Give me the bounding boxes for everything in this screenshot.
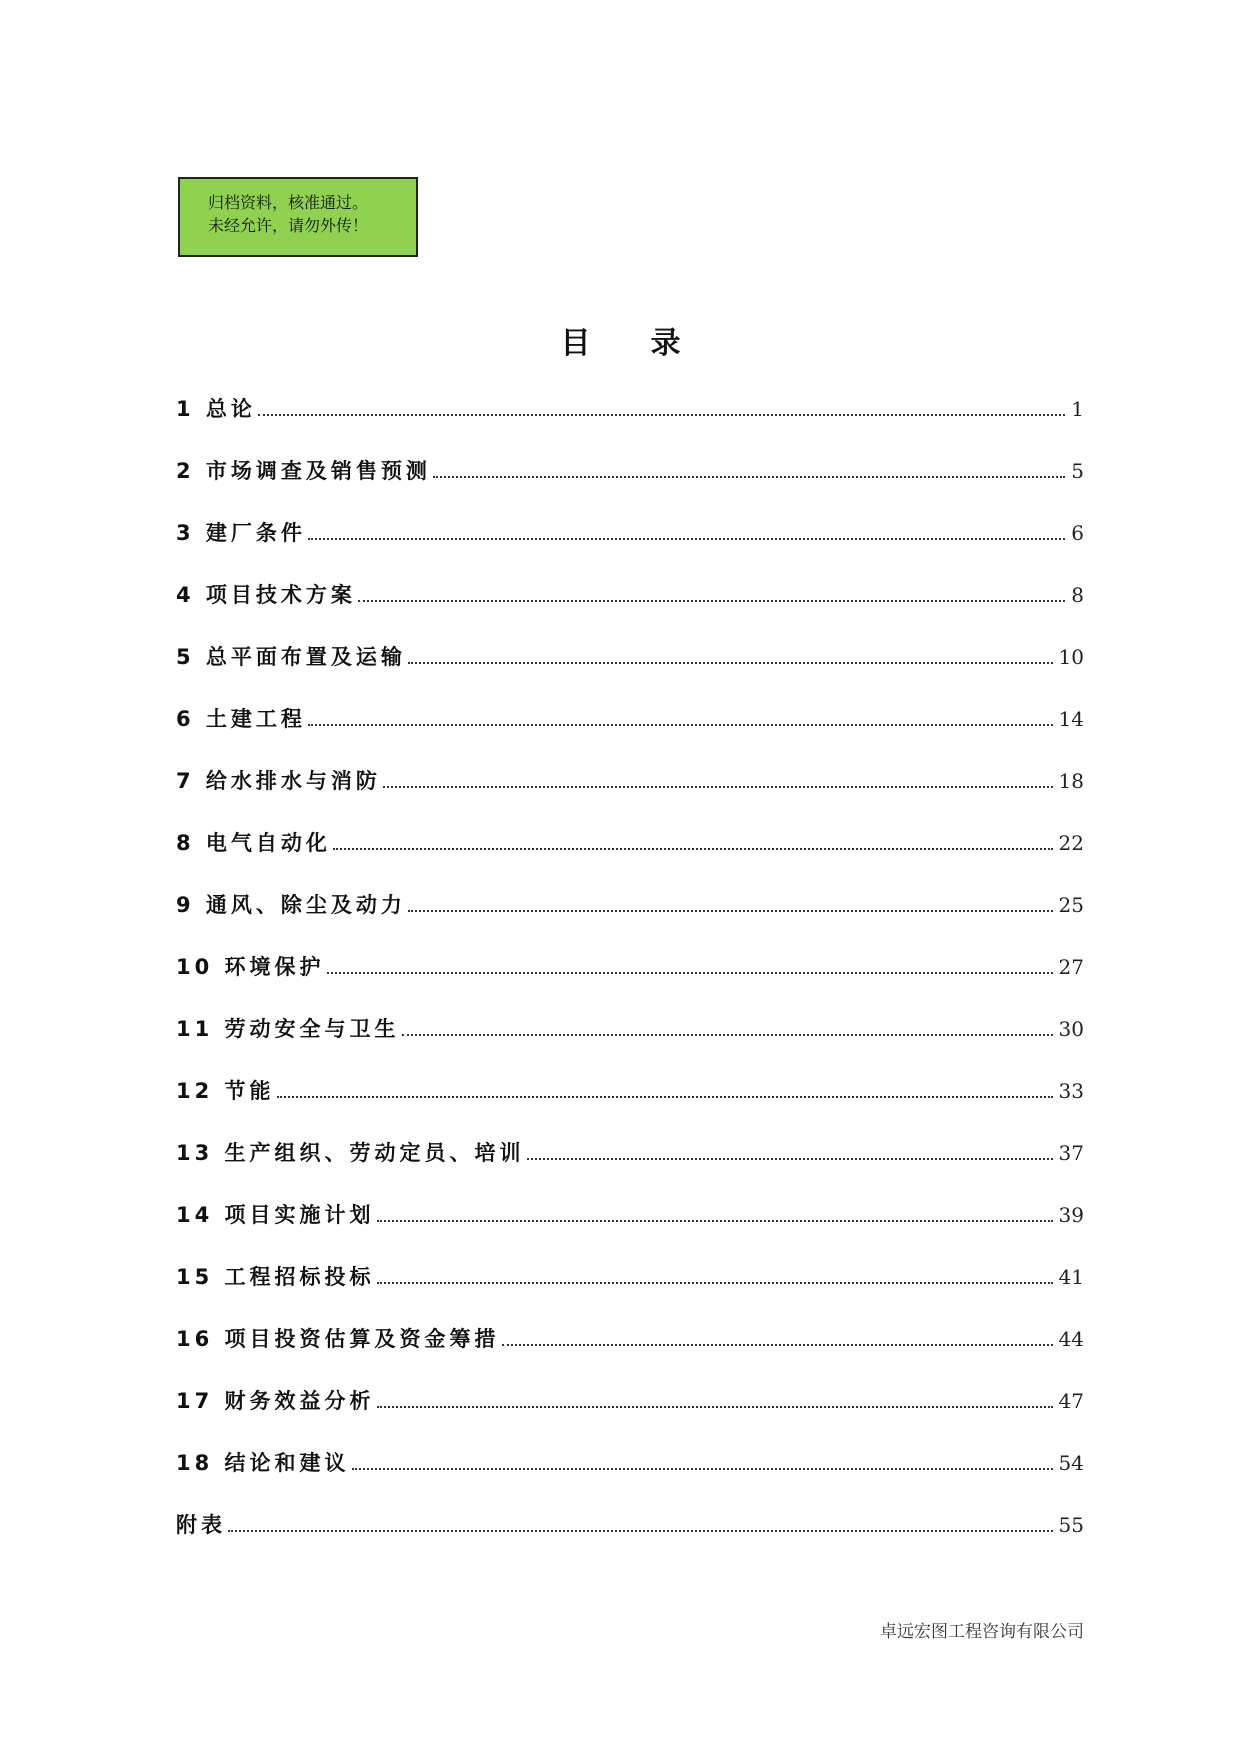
toc-entry-page-number: 25 — [1058, 893, 1084, 917]
toc-entry-page-number: 37 — [1058, 1141, 1084, 1165]
toc-dot-leader — [352, 1467, 1053, 1470]
toc-entry[interactable] — [176, 765, 1084, 827]
toc-entry-page-number: 39 — [1058, 1203, 1084, 1227]
toc-entry-label: 17 财务效益分析 — [176, 1389, 375, 1413]
toc-entry-page-number: 30 — [1058, 1017, 1084, 1041]
toc-entry[interactable] — [176, 827, 1084, 889]
toc-dot-leader — [377, 1405, 1053, 1408]
toc-entry-page-number: 10 — [1058, 645, 1084, 669]
toc-entry-label: 7 给水排水与消防 — [176, 769, 381, 793]
toc-entry[interactable] — [176, 641, 1084, 703]
toc-entry-page-number: 33 — [1058, 1079, 1084, 1103]
toc-entry-label: 16 项目投资估算及资金筹措 — [176, 1327, 500, 1351]
toc-dot-leader — [277, 1095, 1053, 1098]
toc-dot-leader — [358, 599, 1065, 602]
toc-entry-page-number: 44 — [1058, 1327, 1084, 1351]
toc-entry-label: 11 劳动安全与卫生 — [176, 1017, 400, 1041]
stamp-line-2: 未经允许，请勿外传！ — [208, 216, 369, 235]
toc-entry-label: 4 项目技术方案 — [176, 583, 356, 607]
toc-entry[interactable] — [176, 517, 1084, 579]
stamp-line-1: 归档资料，核准通过。 — [208, 193, 369, 212]
toc-entry-label: 12 节能 — [176, 1079, 275, 1103]
toc-entry[interactable] — [176, 703, 1084, 765]
toc-entry-page-number: 22 — [1058, 831, 1084, 855]
toc-entry[interactable] — [176, 579, 1084, 641]
toc-dot-leader — [377, 1281, 1053, 1284]
toc-entry-label: 6 土建工程 — [176, 707, 306, 731]
toc-dot-leader — [308, 723, 1053, 726]
toc-entry[interactable] — [176, 1323, 1084, 1385]
company-footer: 卓远宏图工程咨询有限公司 — [880, 1622, 1084, 1642]
toc-entry-page-number: 18 — [1058, 769, 1084, 793]
toc-entry-page-number: 27 — [1058, 955, 1084, 979]
toc-entry-page-number: 1 — [1071, 397, 1084, 421]
table-of-contents — [176, 393, 1084, 1571]
toc-entry-page-number: 41 — [1058, 1265, 1084, 1289]
toc-dot-leader — [258, 413, 1065, 416]
toc-entry-page-number: 5 — [1071, 459, 1084, 483]
toc-entry-page-number: 6 — [1071, 521, 1084, 545]
toc-dot-leader — [327, 971, 1053, 974]
toc-entry-label: 1 总论 — [176, 397, 256, 421]
toc-entry-page-number: 55 — [1058, 1513, 1084, 1537]
toc-entry-label: 9 通风、除尘及动力 — [176, 893, 406, 917]
toc-dot-leader — [408, 909, 1053, 912]
toc-entry-page-number: 47 — [1058, 1389, 1084, 1413]
toc-dot-leader — [377, 1219, 1053, 1222]
toc-entry[interactable] — [176, 1075, 1084, 1137]
toc-dot-leader — [502, 1343, 1053, 1346]
toc-entry-label: 13 生产组织、劳动定员、培训 — [176, 1141, 525, 1165]
toc-dot-leader — [433, 475, 1065, 478]
toc-entry[interactable] — [176, 889, 1084, 951]
toc-entry-page-number: 54 — [1058, 1451, 1084, 1475]
toc-dot-leader — [383, 785, 1053, 788]
toc-entry-page-number: 8 — [1071, 583, 1084, 607]
toc-entry[interactable] — [176, 1137, 1084, 1199]
toc-entry-label: 18 结论和建议 — [176, 1451, 350, 1475]
toc-entry-label: 3 建厂条件 — [176, 521, 306, 545]
toc-dot-leader — [402, 1033, 1053, 1036]
toc-entry[interactable] — [176, 1013, 1084, 1075]
page-title: 目录 — [560, 326, 741, 361]
toc-dot-leader — [308, 537, 1065, 540]
toc-entry-label: 15 工程招标投标 — [176, 1265, 375, 1289]
toc-dot-leader — [408, 661, 1053, 664]
toc-entry-label: 2 市场调查及销售预测 — [176, 459, 431, 483]
toc-entry-label: 附表 — [176, 1513, 226, 1537]
toc-dot-leader — [333, 847, 1053, 850]
toc-entry-label: 8 电气自动化 — [176, 831, 331, 855]
toc-dot-leader — [228, 1529, 1053, 1532]
toc-entry[interactable] — [176, 1509, 1084, 1571]
archive-stamp — [178, 177, 418, 257]
toc-entry-label: 5 总平面布置及运输 — [176, 645, 406, 669]
toc-entry[interactable] — [176, 393, 1084, 455]
toc-entry[interactable] — [176, 455, 1084, 517]
toc-entry-label: 10 环境保护 — [176, 955, 325, 979]
toc-entry[interactable] — [176, 1447, 1084, 1509]
toc-entry[interactable] — [176, 1199, 1084, 1261]
toc-entry[interactable] — [176, 1385, 1084, 1447]
toc-entry-page-number: 14 — [1058, 707, 1084, 731]
toc-entry[interactable] — [176, 951, 1084, 1013]
toc-entry[interactable] — [176, 1261, 1084, 1323]
toc-dot-leader — [527, 1157, 1053, 1160]
toc-entry-label: 14 项目实施计划 — [176, 1203, 375, 1227]
